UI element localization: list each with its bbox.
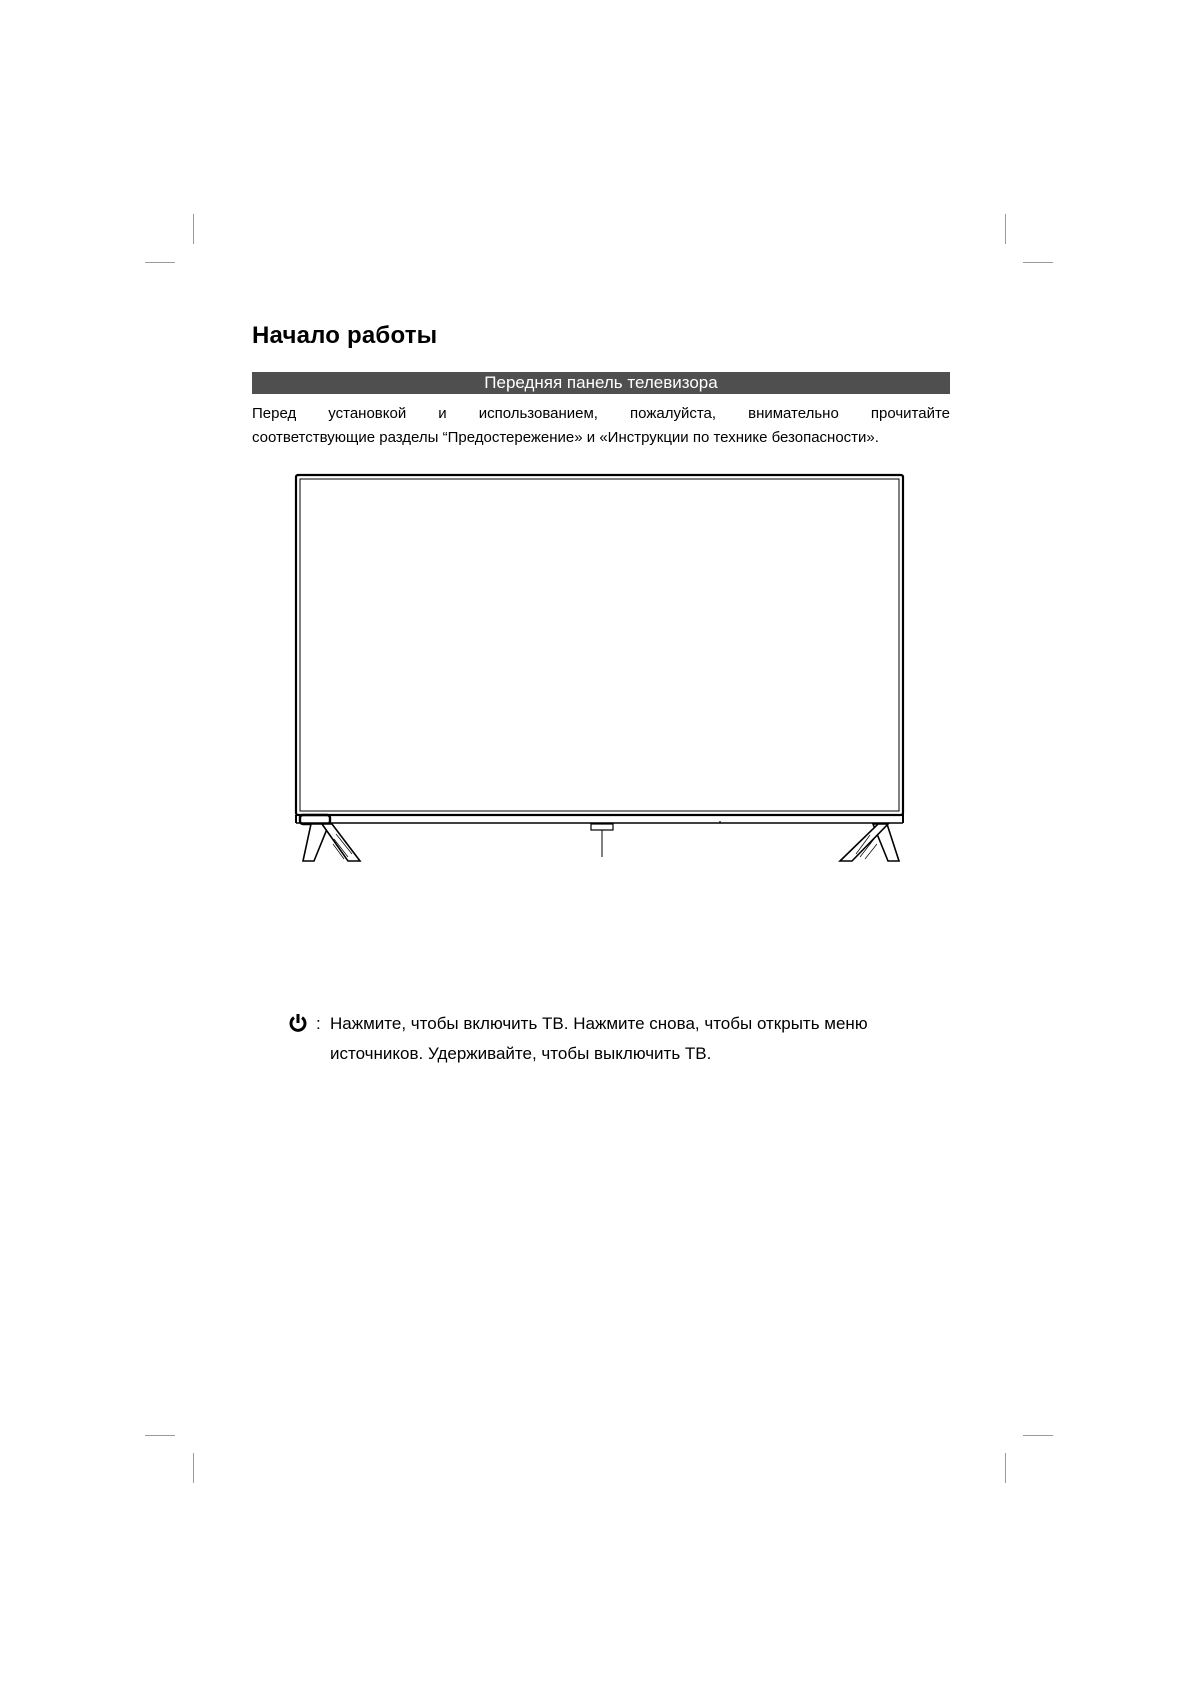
crop-mark-top-right-vertical — [1005, 214, 1006, 244]
section-header-text: Передняя панель телевизора — [484, 373, 718, 392]
tv-frame — [296, 475, 903, 815]
crop-mark-top-right-horizontal — [1023, 262, 1053, 263]
tv-stand-right — [840, 824, 899, 861]
intro-line-1: Перед установкой и использованием, пожалуйста, внимательно прочитайте — [252, 405, 950, 422]
tv-outer-frame — [296, 475, 903, 815]
tv-power-key — [591, 824, 613, 830]
tv-stand-left — [303, 824, 360, 861]
crop-mark-top-left-horizontal — [145, 262, 175, 263]
crop-mark-bottom-right-vertical — [1005, 1453, 1006, 1483]
power-description-text — [330, 1009, 930, 1069]
tv-sensor-dot — [344, 814, 346, 816]
section-header-bar — [252, 372, 950, 394]
tv-indicator-dot — [719, 821, 721, 823]
power-description-line-2: источников. Удерживайте, чтобы выключить ТВ. — [330, 1044, 712, 1063]
intro-line-2: соответствующие разделы “Предостережение» и «Инструкции по технике безопасности». — [252, 429, 879, 446]
crop-mark-bottom-left-vertical — [193, 1453, 194, 1483]
intro-paragraph — [252, 402, 950, 450]
tv-screen-edge — [300, 479, 899, 811]
tv-screen — [300, 479, 899, 811]
tv-front-illustration — [290, 470, 910, 870]
power-separator: : — [316, 1014, 321, 1033]
crop-mark-top-left-vertical — [193, 214, 194, 244]
power-icon — [288, 1013, 308, 1033]
crop-mark-bottom-left-horizontal — [145, 1435, 175, 1436]
power-description-line-1: Нажмите, чтобы включить ТВ. Нажмите снова, чтобы открыть меню — [330, 1014, 868, 1033]
crop-mark-bottom-right-horizontal — [1023, 1435, 1053, 1436]
page-title: Начало работы — [252, 322, 438, 349]
